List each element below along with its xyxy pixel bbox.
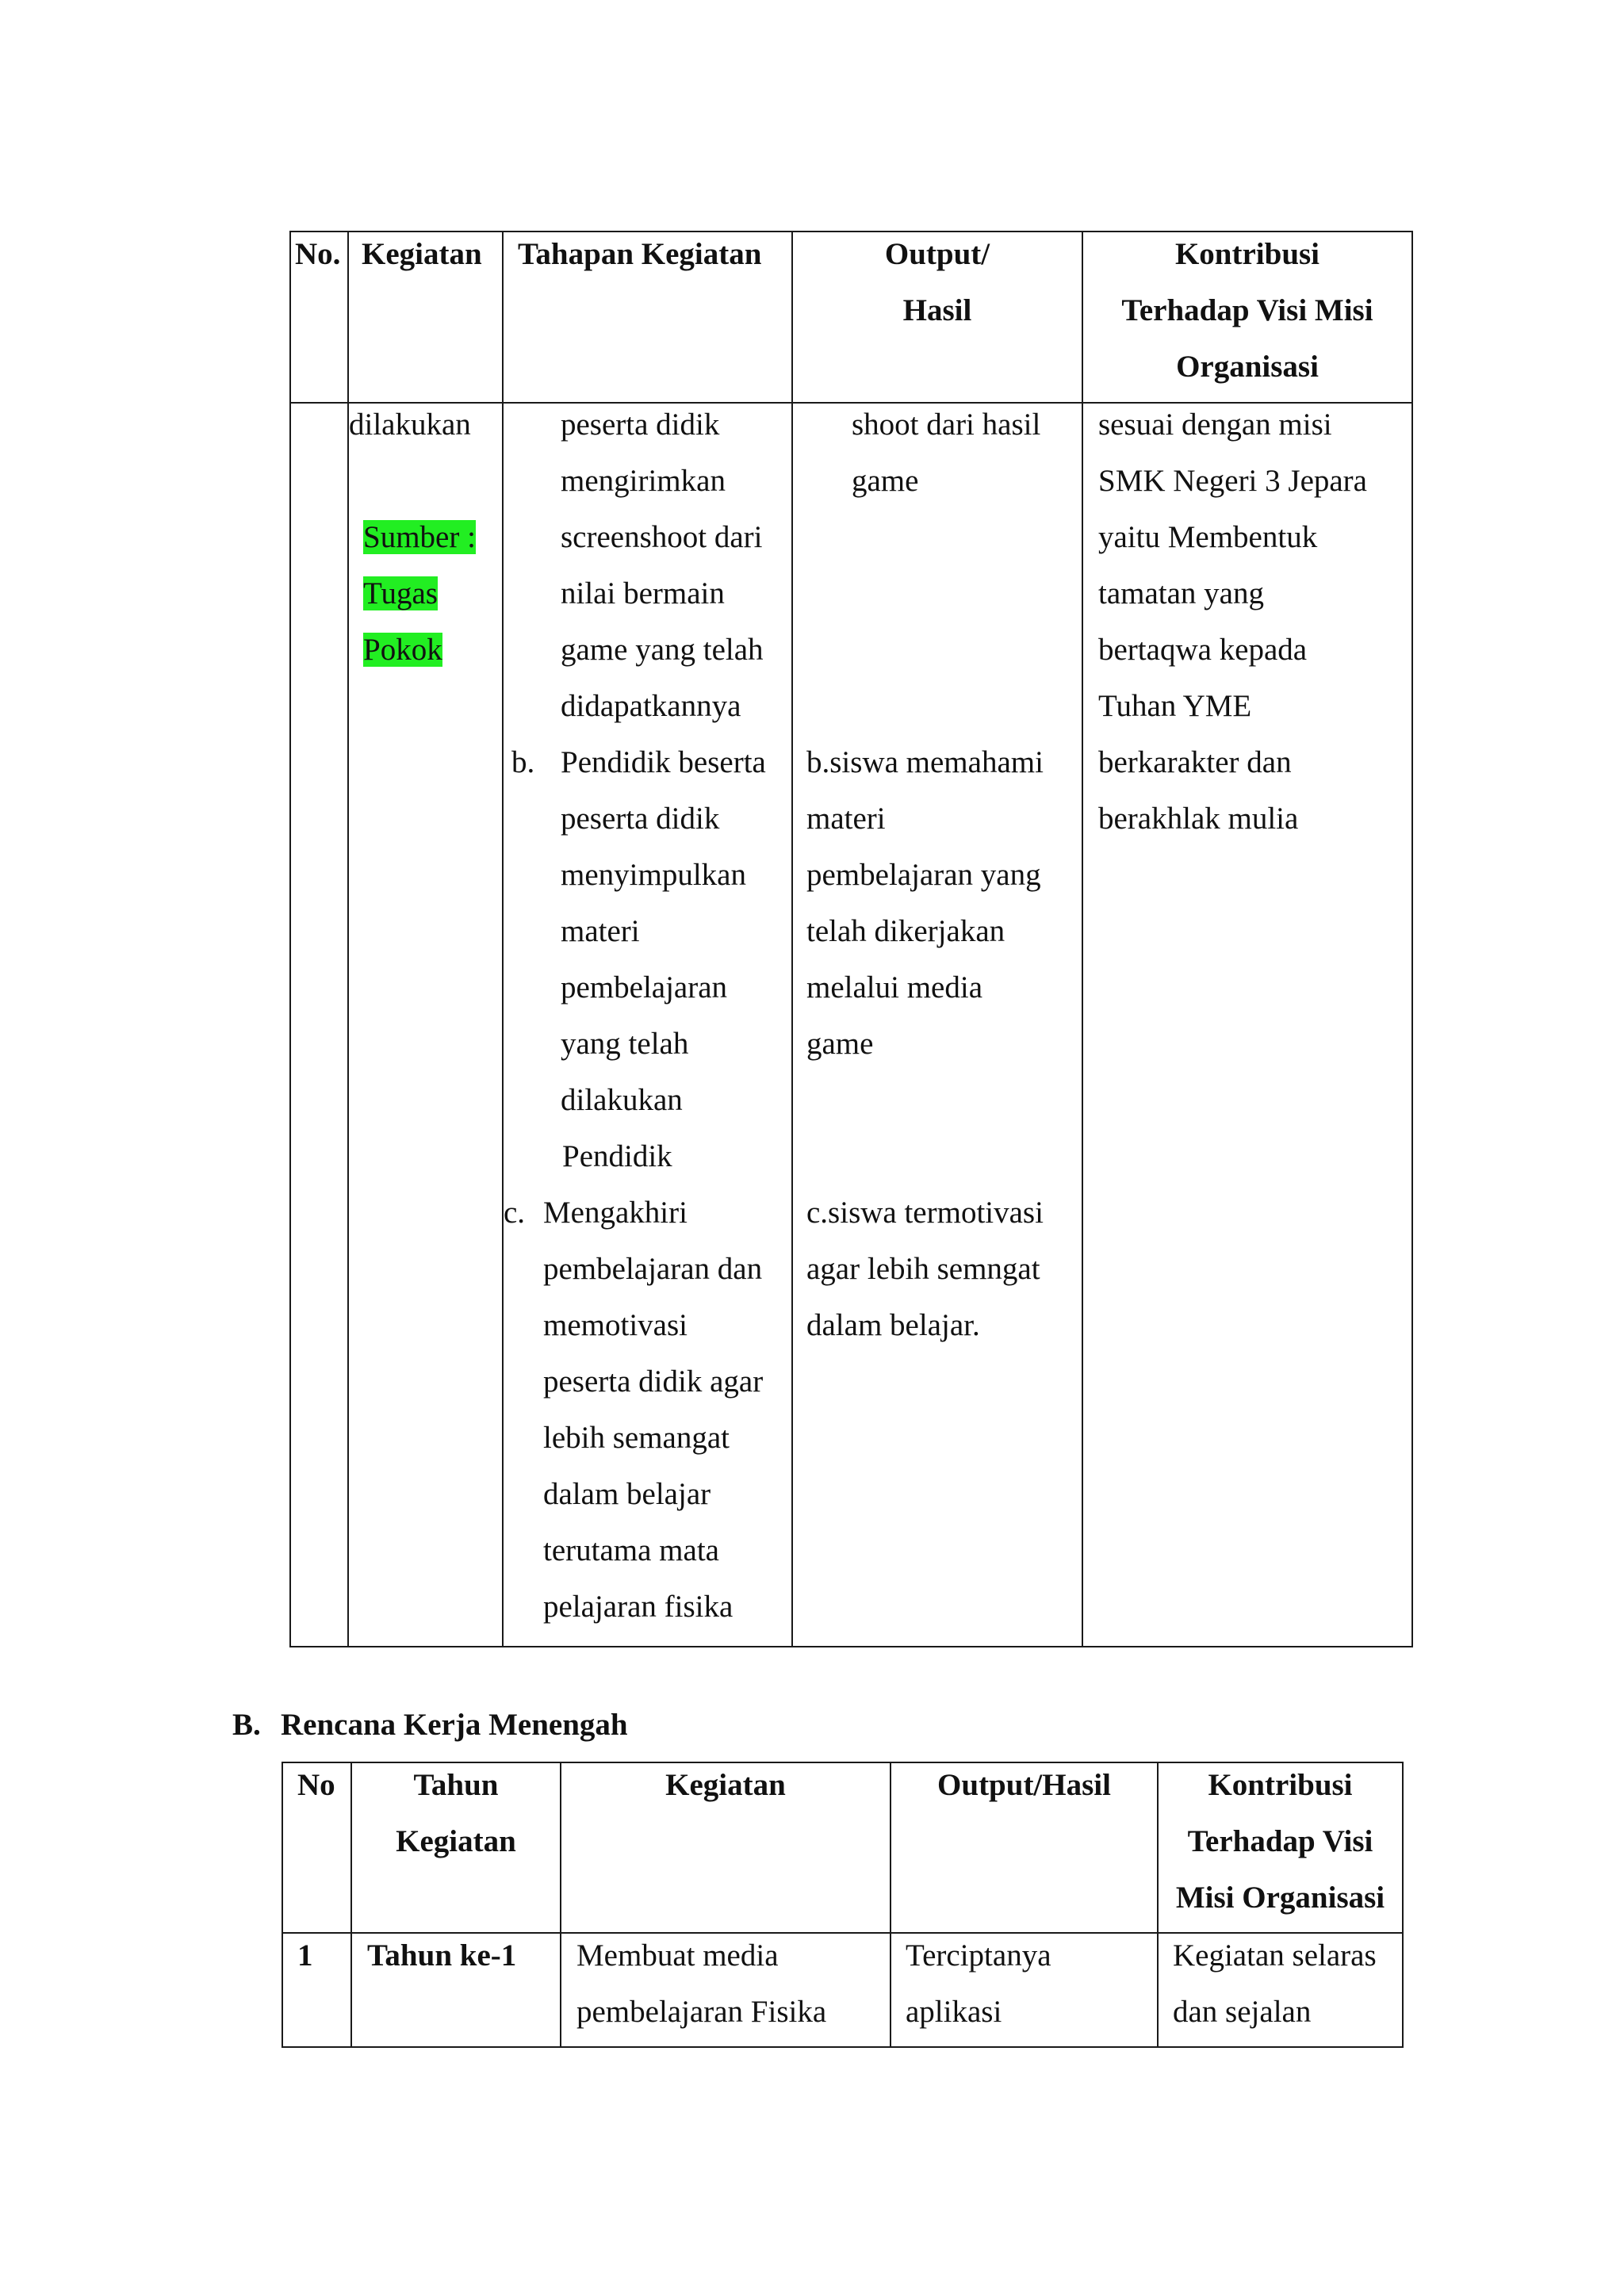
row-tahun: Tahun ke-1 xyxy=(367,1938,517,1973)
tahapan-b-line: Pendidik xyxy=(562,1139,672,1173)
row-output-line: Terciptanya xyxy=(906,1938,1051,1973)
t2-header-kontribusi-line1: Kontribusi xyxy=(1208,1768,1353,1802)
output-b-line: game xyxy=(806,1027,874,1061)
kegiatan-text: dilakukan xyxy=(349,408,471,442)
kontribusi-line: SMK Negeri 3 Jepara xyxy=(1098,464,1367,498)
tahapan-b-line: yang telah xyxy=(561,1027,689,1061)
tahapan-c-line: Mengakhiri xyxy=(543,1196,688,1230)
section-title: Rencana Kerja Menengah xyxy=(281,1708,628,1742)
kontribusi-line: tamatan yang xyxy=(1098,576,1264,610)
tahapan-b-line: dilakukan xyxy=(561,1083,683,1117)
output-b-line: pembelajaran yang xyxy=(806,858,1041,892)
output-a-line: shoot dari hasil xyxy=(852,408,1041,442)
tahapan-b-line: peserta didik xyxy=(561,802,720,836)
tahapan-c-line: pelajaran fisika xyxy=(543,1590,733,1624)
row-kegiatan-line: Membuat media xyxy=(576,1938,779,1973)
t2-header-tahun-line2: Kegiatan xyxy=(396,1824,516,1858)
output-b-line: telah dikerjakan xyxy=(806,914,1005,948)
source-highlight-2: Tugas xyxy=(363,576,438,610)
tahapan-b-line: Pendidik beserta xyxy=(561,745,766,779)
tahapan-a-line: peserta didik xyxy=(561,408,720,442)
output-c-line: agar lebih semngat xyxy=(806,1252,1040,1286)
row-kontribusi-line: Kegiatan selaras xyxy=(1173,1938,1377,1973)
t2-header-output: Output/Hasil xyxy=(937,1768,1111,1802)
output-c-line: c.siswa termotivasi xyxy=(806,1196,1044,1230)
header-kontribusi-line2: Terhadap Visi Misi xyxy=(1121,293,1373,327)
tahapan-a-line: screenshoot dari xyxy=(561,520,763,554)
output-b-line: b.siswa memahami xyxy=(806,745,1044,779)
output-a-line: game xyxy=(852,464,919,498)
header-output-line1: Output/ xyxy=(884,237,990,271)
t2-header-kontribusi-line2: Terhadap Visi xyxy=(1187,1824,1373,1858)
tahapan-c-line: terutama mata xyxy=(543,1533,719,1567)
tahapan-c-line: memotivasi xyxy=(543,1308,688,1342)
header-kontribusi-line1: Kontribusi xyxy=(1174,237,1320,271)
output-b-line: melalui media xyxy=(806,970,983,1004)
header-kegiatan: Kegiatan xyxy=(362,237,482,271)
row-output-line: aplikasi xyxy=(906,1995,1002,2029)
tahapan-c-line: peserta didik agar xyxy=(543,1364,764,1399)
source-highlight-3: Pokok xyxy=(363,633,442,667)
tahapan-a-line: mengirimkan xyxy=(561,464,726,498)
row-no: 1 xyxy=(297,1938,313,1973)
tahapan-c-line: lebih semangat xyxy=(543,1421,730,1455)
kontribusi-line: yaitu Membentuk xyxy=(1098,520,1318,554)
kontribusi-line: berkarakter dan xyxy=(1098,745,1292,779)
tahapan-b-marker: b. xyxy=(511,745,535,779)
header-kontribusi-line3: Organisasi xyxy=(1176,350,1319,384)
kontribusi-line: sesuai dengan misi xyxy=(1098,408,1332,442)
section-marker: B. xyxy=(232,1708,261,1742)
tahapan-b-line: materi xyxy=(561,914,640,948)
tahapan-b-line: menyimpulkan xyxy=(561,858,746,892)
source-highlight-1: Sumber : xyxy=(363,520,476,554)
t2-header-kontribusi-line3: Misi Organisasi xyxy=(1175,1881,1385,1915)
row-kontribusi-line: dan sejalan xyxy=(1173,1995,1312,2029)
output-b-line: materi xyxy=(806,802,886,836)
t2-header-kegiatan: Kegiatan xyxy=(665,1768,786,1802)
row-kegiatan-line: pembelajaran Fisika xyxy=(576,1995,827,2029)
t2-header-no: No xyxy=(297,1768,335,1802)
kontribusi-line: berakhlak mulia xyxy=(1098,802,1299,836)
header-tahapan: Tahapan Kegiatan xyxy=(518,237,762,271)
kontribusi-line: bertaqwa kepada xyxy=(1098,633,1308,667)
output-c-line: dalam belajar. xyxy=(806,1308,980,1342)
tahapan-c-line: dalam belajar xyxy=(543,1477,711,1511)
tahapan-a-line: game yang telah xyxy=(561,633,764,667)
kontribusi-line: Tuhan YME xyxy=(1098,689,1252,723)
header-output-line2: Hasil xyxy=(902,293,972,327)
header-no: No. xyxy=(295,237,341,271)
t2-header-tahun-line1: Tahun xyxy=(413,1768,499,1802)
tahapan-b-line: pembelajaran xyxy=(561,970,728,1004)
tahapan-a-line: didapatkannya xyxy=(561,689,741,723)
tahapan-c-marker: c. xyxy=(504,1196,526,1230)
tahapan-c-line: pembelajaran dan xyxy=(543,1252,763,1286)
tahapan-a-line: nilai bermain xyxy=(561,576,725,610)
